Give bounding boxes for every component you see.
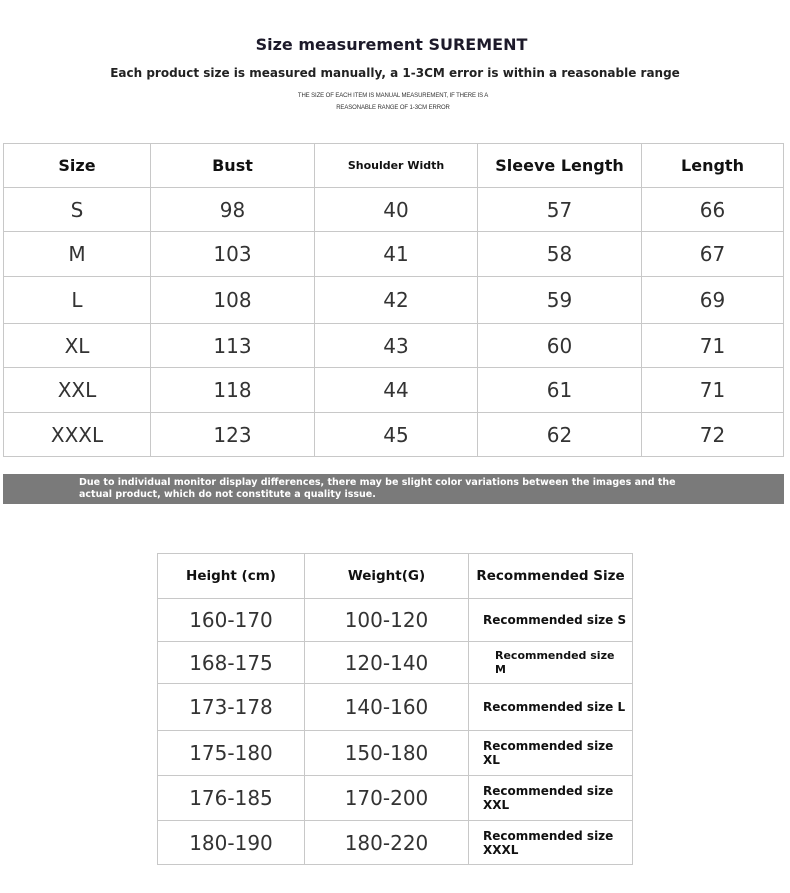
table-row bbox=[158, 776, 633, 821]
size-cell: XL bbox=[4, 324, 151, 368]
table-row bbox=[4, 232, 784, 277]
height-cell: 176-185 bbox=[158, 776, 305, 821]
shoulder-cell: 42 bbox=[315, 277, 478, 324]
recommended-size-cell: Recommended size L bbox=[469, 684, 633, 731]
bust-cell: 98 bbox=[151, 188, 315, 232]
page-subtitle: Each product size is measured manually, a 1-3CM error is within a reasonable range bbox=[110, 66, 680, 80]
length-cell: 71 bbox=[642, 368, 784, 413]
column-header-shoulder-width: Shoulder Width bbox=[315, 144, 478, 188]
recommended-size-cell: Recommended size XXL bbox=[469, 776, 633, 821]
weight-cell: 120-140 bbox=[305, 642, 469, 684]
table-row bbox=[158, 599, 633, 642]
column-header-recommended-size: Recommended Size bbox=[469, 554, 633, 599]
size-cell: XXL bbox=[4, 368, 151, 413]
table-row bbox=[4, 413, 784, 457]
page-title: Size measurement SUREMENT bbox=[255, 35, 528, 54]
length-cell: 67 bbox=[642, 232, 784, 277]
bust-cell: 108 bbox=[151, 277, 315, 324]
column-header-bust: Bust bbox=[151, 144, 315, 188]
bust-cell: 118 bbox=[151, 368, 315, 413]
sleeve-cell: 60 bbox=[478, 324, 642, 368]
length-cell: 69 bbox=[642, 277, 784, 324]
color-disclaimer-banner bbox=[3, 474, 784, 504]
height-cell: 175-180 bbox=[158, 731, 305, 776]
weight-cell: 140-160 bbox=[305, 684, 469, 731]
column-header-length: Length bbox=[642, 144, 784, 188]
sleeve-cell: 59 bbox=[478, 277, 642, 324]
length-cell: 71 bbox=[642, 324, 784, 368]
table-header-row bbox=[158, 554, 633, 599]
table-row bbox=[158, 821, 633, 865]
recommended-size-cell: Recommended size XL bbox=[469, 731, 633, 776]
sleeve-cell: 58 bbox=[478, 232, 642, 277]
size-recommendation-table bbox=[157, 553, 633, 865]
weight-cell: 170-200 bbox=[305, 776, 469, 821]
length-cell: 66 bbox=[642, 188, 784, 232]
table-header-row bbox=[4, 144, 784, 188]
weight-cell: 150-180 bbox=[305, 731, 469, 776]
size-cell: XXXL bbox=[4, 413, 151, 457]
shoulder-cell: 43 bbox=[315, 324, 478, 368]
recommended-size-cell: Recommended size S bbox=[469, 599, 633, 642]
column-header-weight: Weight(G) bbox=[305, 554, 469, 599]
size-cell: L bbox=[4, 277, 151, 324]
table-row bbox=[4, 324, 784, 368]
fine-print-line-1: THE SIZE OF EACH ITEM IS MANUAL MEASUREMENT, IF THERE IS A bbox=[297, 93, 489, 99]
column-header-sleeve-length: Sleeve Length bbox=[478, 144, 642, 188]
shoulder-cell: 40 bbox=[315, 188, 478, 232]
recommended-size-cell: Recommended size XXXL bbox=[469, 821, 633, 865]
height-cell: 168-175 bbox=[158, 642, 305, 684]
recommended-size-cell: Recommended size M bbox=[469, 642, 633, 684]
height-cell: 160-170 bbox=[158, 599, 305, 642]
shoulder-cell: 45 bbox=[315, 413, 478, 457]
bust-cell: 103 bbox=[151, 232, 315, 277]
shoulder-cell: 41 bbox=[315, 232, 478, 277]
weight-cell: 180-220 bbox=[305, 821, 469, 865]
shoulder-cell: 44 bbox=[315, 368, 478, 413]
table-row bbox=[158, 684, 633, 731]
table-row bbox=[4, 277, 784, 324]
size-cell: S bbox=[4, 188, 151, 232]
height-cell: 180-190 bbox=[158, 821, 305, 865]
table-row bbox=[158, 642, 633, 684]
fine-print-line-2: REASONABLE RANGE OF 1-3CM ERROR bbox=[336, 105, 450, 111]
sleeve-cell: 57 bbox=[478, 188, 642, 232]
column-header-size: Size bbox=[4, 144, 151, 188]
length-cell: 72 bbox=[642, 413, 784, 457]
table-row bbox=[158, 731, 633, 776]
sleeve-cell: 62 bbox=[478, 413, 642, 457]
size-cell: M bbox=[4, 232, 151, 277]
height-cell: 173-178 bbox=[158, 684, 305, 731]
bust-cell: 113 bbox=[151, 324, 315, 368]
table-row bbox=[4, 188, 784, 232]
column-header-height: Height (cm) bbox=[158, 554, 305, 599]
weight-cell: 100-120 bbox=[305, 599, 469, 642]
table-row bbox=[4, 368, 784, 413]
size-measurement-table bbox=[3, 143, 784, 457]
bust-cell: 123 bbox=[151, 413, 315, 457]
color-disclaimer-text: Due to individual monitor display differences, there may be slight color variations between the images and the actual product, which do not constitute a quality issue. bbox=[79, 477, 676, 500]
sleeve-cell: 61 bbox=[478, 368, 642, 413]
